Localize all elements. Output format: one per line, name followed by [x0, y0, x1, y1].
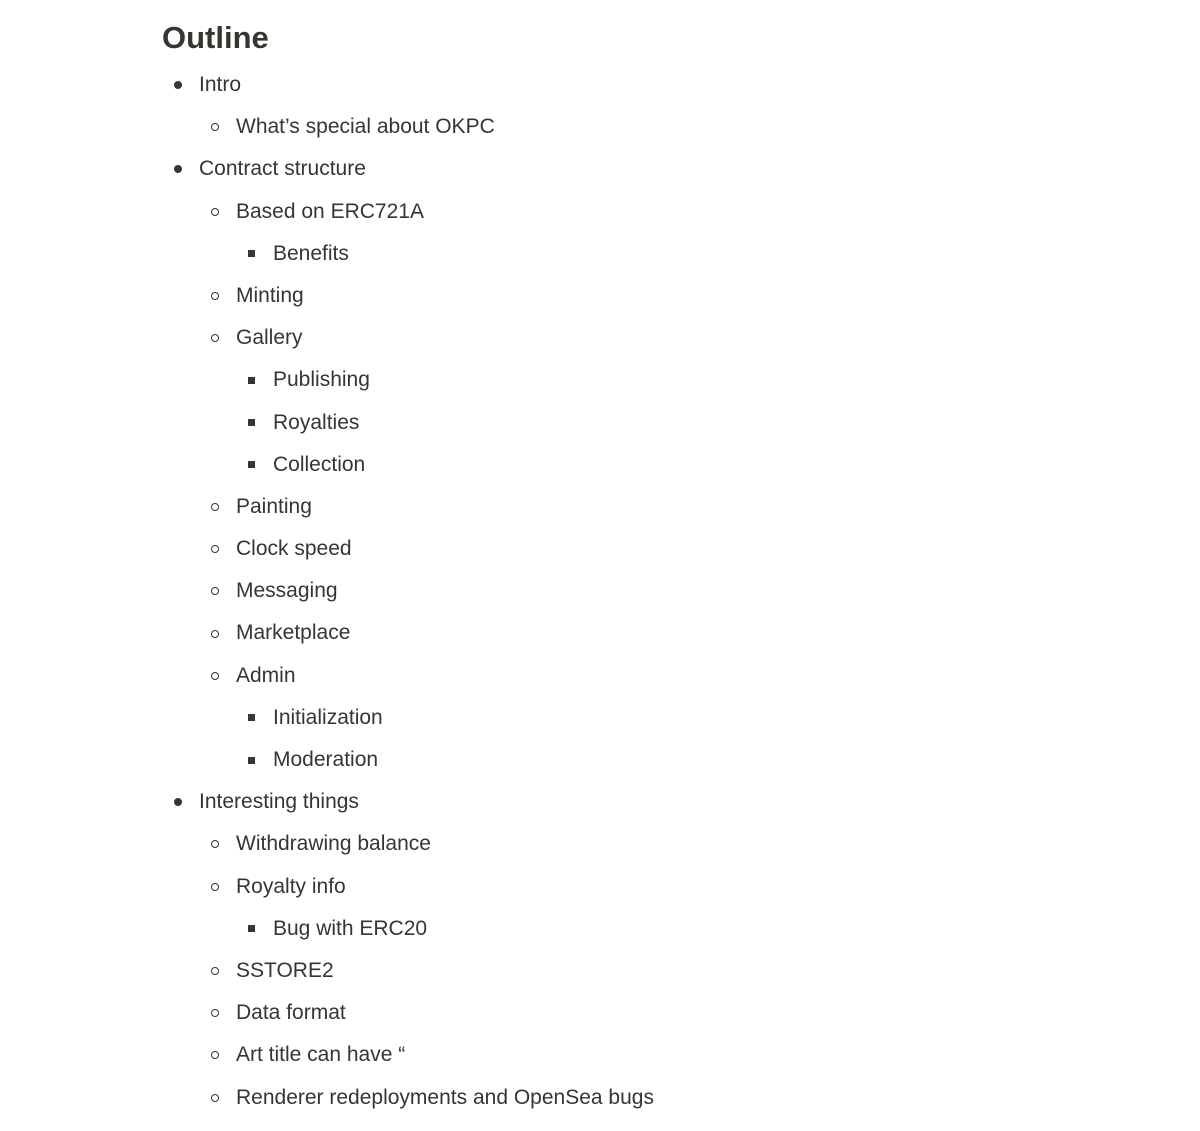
bullet-disc-icon: [174, 798, 182, 806]
list-item-label: Bug with ERC20: [273, 916, 428, 940]
list-item-label: Minting: [236, 283, 304, 307]
list-item[interactable]: [162, 444, 1162, 486]
list-item-label: Renderer redeployments and OpenSea bugs: [236, 1085, 654, 1109]
list-item-label: Intro: [199, 73, 242, 96]
list-item-label: Messaging: [236, 579, 338, 603]
list-item[interactable]: [162, 781, 1162, 823]
list-item-label: Painting: [236, 494, 312, 518]
bullet-circle-icon: [211, 545, 219, 553]
list-item-label: Interesting things: [199, 790, 359, 814]
bullet-square-icon: [248, 925, 255, 932]
list-item[interactable]: [162, 106, 1162, 148]
list-item[interactable]: [162, 992, 1162, 1034]
bullet-circle-icon: [211, 123, 219, 131]
list-item[interactable]: [162, 739, 1162, 781]
list-item-label: Benefits: [273, 241, 349, 265]
list-item[interactable]: [162, 359, 1162, 401]
bullet-square-icon: [248, 250, 255, 257]
bullet-circle-icon: [211, 840, 219, 848]
list-item[interactable]: [162, 486, 1162, 528]
list-item[interactable]: [162, 1034, 1162, 1076]
list-item-label: Moderation: [273, 748, 379, 771]
list-item-label: Admin: [236, 663, 296, 687]
list-item-label: Publishing: [273, 368, 370, 392]
list-item-label: Clock speed: [236, 537, 352, 561]
list-item-label: Based on ERC721A: [236, 199, 424, 223]
bullet-disc-icon: [174, 81, 182, 89]
page-title[interactable]: Outline: [162, 20, 269, 55]
bullet-circle-icon: [211, 1094, 219, 1102]
bullet-disc-icon: [174, 165, 182, 173]
list-item[interactable]: [162, 317, 1162, 359]
list-item[interactable]: [162, 908, 1162, 950]
list-item-label: What’s special about OKPC: [236, 115, 495, 139]
bullet-circle-icon: [211, 1009, 219, 1017]
list-item[interactable]: [162, 64, 1162, 106]
list-item[interactable]: [162, 866, 1162, 908]
bullet-square-icon: [248, 461, 255, 468]
list-item[interactable]: [162, 402, 1162, 444]
list-item[interactable]: [162, 655, 1162, 697]
list-item-label: Withdrawing balance: [236, 832, 431, 856]
list-item-label: Marketplace: [236, 621, 351, 645]
bullet-square-icon: [248, 377, 255, 384]
list-item-label: Royalties: [273, 410, 360, 434]
bullet-circle-icon: [211, 672, 219, 680]
bullet-circle-icon: [211, 883, 219, 891]
list-item-label: SSTORE2: [236, 958, 334, 982]
list-item-label: Royalty info: [236, 874, 346, 898]
list-item[interactable]: [162, 823, 1162, 865]
outline-list: [162, 64, 1162, 1119]
list-item[interactable]: [162, 191, 1162, 233]
list-item[interactable]: [162, 950, 1162, 992]
list-item[interactable]: [162, 275, 1162, 317]
bullet-circle-icon: [211, 334, 219, 342]
list-item-label: Gallery: [236, 326, 303, 350]
list-item[interactable]: [162, 148, 1162, 190]
list-item-label: Initialization: [273, 705, 383, 729]
bullet-circle-icon: [211, 208, 219, 216]
list-item[interactable]: [162, 233, 1162, 275]
list-item-label: Art title can have “: [236, 1043, 406, 1067]
bullet-circle-icon: [211, 503, 219, 511]
bullet-circle-icon: [211, 967, 219, 975]
bullet-circle-icon: [211, 1051, 219, 1059]
list-item-label: Collection: [273, 452, 366, 476]
bullet-square-icon: [248, 757, 255, 764]
bullet-square-icon: [248, 714, 255, 721]
list-item-label: Contract structure: [199, 157, 366, 181]
list-item[interactable]: [162, 528, 1162, 570]
bullet-circle-icon: [211, 630, 219, 638]
list-item-label: Data format: [236, 1001, 346, 1025]
bullet-square-icon: [248, 419, 255, 426]
list-item[interactable]: [162, 570, 1162, 612]
bullet-circle-icon: [211, 292, 219, 300]
list-item[interactable]: [162, 1077, 1162, 1119]
list-item[interactable]: [162, 697, 1162, 739]
bullet-circle-icon: [211, 587, 219, 595]
list-item[interactable]: [162, 612, 1162, 654]
